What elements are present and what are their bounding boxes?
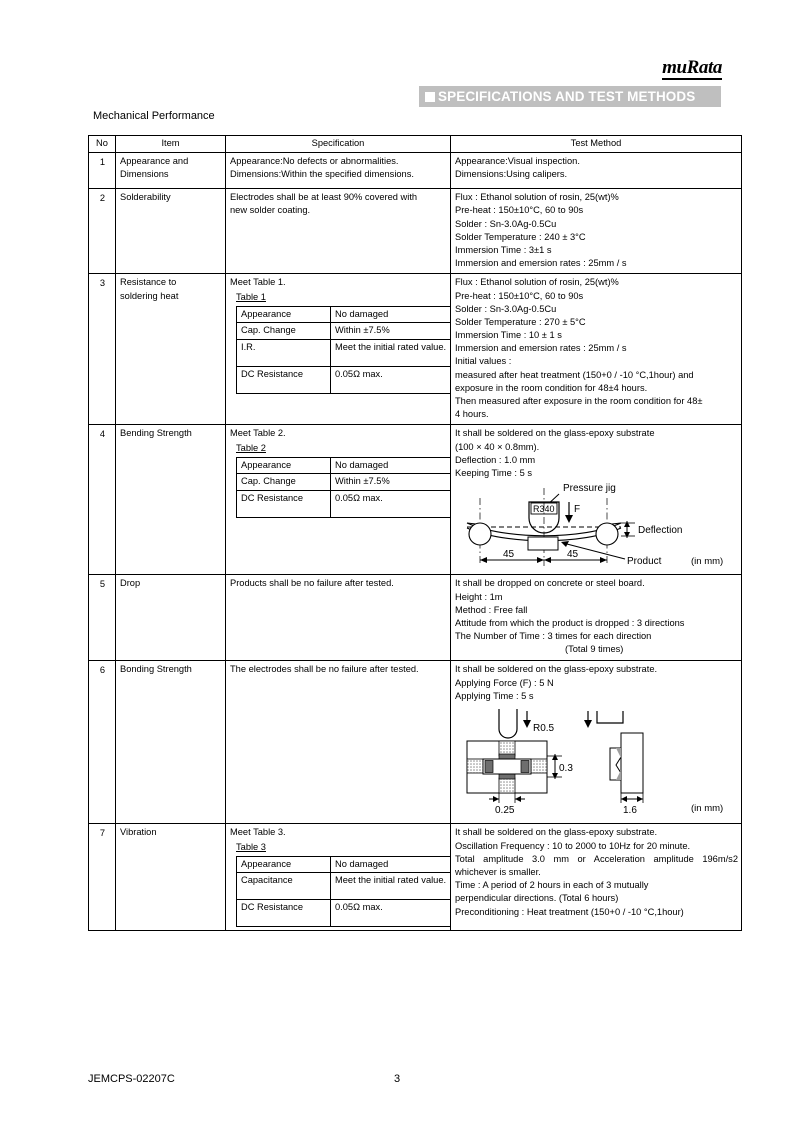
- test-line: Immersion Time : 10 ± 1 s: [455, 330, 562, 341]
- label-jig-radius: R0.5: [533, 722, 555, 734]
- test-line: perpendicular directions. (Total 6 hours): [455, 893, 619, 904]
- support-roller-left: [469, 523, 491, 545]
- row-specification: [226, 824, 451, 931]
- spec-intro: Meet Table 3.: [230, 827, 286, 838]
- spec-intro: Meet Table 1.: [230, 277, 286, 288]
- test-line: Pre-heat : 150±10°C, 60 to 90s: [455, 290, 584, 301]
- item-line: soldering heat: [120, 290, 179, 301]
- item-line: Bending Strength: [120, 428, 192, 439]
- inner-table-row: [237, 873, 451, 900]
- side-view-jig: [597, 711, 623, 723]
- row-test-method: [451, 824, 742, 931]
- label-deflection: Deflection: [638, 525, 683, 537]
- test-line: Oscillation Frequency : 10 to 2000 to 10Hz for 20 minute.: [455, 840, 691, 851]
- inner-table-row: [237, 366, 451, 393]
- row-no: 1: [89, 153, 116, 189]
- test-line: Initial values :: [455, 356, 512, 367]
- specifications-header-bar: [419, 86, 721, 107]
- test-line: Applying Time : 5 s: [455, 690, 534, 701]
- row-specification: [226, 274, 451, 425]
- row-test-method: [451, 189, 742, 274]
- land-pattern-bottom: [499, 778, 515, 793]
- inner-key: Appearance: [237, 856, 331, 873]
- inner-key: Appearance: [237, 306, 331, 323]
- inner-value: 0.05Ω max.: [331, 366, 451, 393]
- table-row: [89, 425, 742, 575]
- row-test-method: [451, 153, 742, 189]
- test-line: Solder Temperature : 270 ± 5°C: [455, 316, 586, 327]
- row-item: [116, 661, 226, 824]
- inner-key: DC Resistance: [237, 900, 331, 927]
- inner-key: I.R.: [237, 339, 331, 366]
- row-test-method: [451, 274, 742, 425]
- inner-key: DC Resistance: [237, 490, 331, 517]
- row-no: 6: [89, 661, 116, 824]
- label-width-side: 1.6: [623, 804, 637, 815]
- test-line: It shall be soldered on the glass-epoxy substrate: [455, 428, 655, 439]
- inner-value: Meet the initial rated value.: [331, 339, 451, 366]
- item-line: Drop: [120, 578, 141, 589]
- item-line: Appearance and: [120, 156, 189, 167]
- test-line: Deflection : 1.0 mm: [455, 454, 536, 465]
- inner-table-label: Table 3: [236, 841, 266, 852]
- page-title: Mechanical Performance: [93, 110, 215, 122]
- inner-table-row: [237, 474, 451, 491]
- bending-strength-diagram: [455, 480, 738, 570]
- row-no: 4: [89, 425, 116, 575]
- column-header-test-method: Test Method: [451, 136, 742, 153]
- inner-value: 0.05Ω max.: [331, 900, 451, 927]
- spec-line: Appearance:No defects or abnormalities.: [230, 156, 399, 167]
- row-specification: [226, 189, 451, 274]
- spec-line: The electrodes shall be no failure after tested.: [230, 664, 419, 675]
- test-line: Solder Temperature : 240 ± 3°C: [455, 231, 586, 242]
- table-row: [89, 153, 742, 189]
- spec-line: Dimensions:Within the specified dimensions.: [230, 169, 414, 180]
- bonding-jig-body: [499, 709, 517, 738]
- test-line: Immersion Time : 3±1 s: [455, 244, 552, 255]
- label-span-right: 45: [567, 549, 579, 561]
- inner-table-row: [237, 856, 451, 873]
- test-line: Applying Force (F) : 5 N: [455, 677, 554, 688]
- inner-table-row: [237, 900, 451, 927]
- row-no: 7: [89, 824, 116, 931]
- label-width-pad: 0.25: [495, 804, 515, 815]
- row-specification: [226, 425, 451, 575]
- product-box: [528, 537, 558, 550]
- label-product: Product: [627, 556, 662, 568]
- bonding-strength-diagram: [455, 703, 738, 815]
- row-no: 5: [89, 575, 116, 661]
- footer-page-number: 3: [393, 1073, 401, 1085]
- table-row: [89, 575, 742, 661]
- inner-table-2: [236, 457, 451, 518]
- test-line: 4 hours.: [455, 409, 489, 420]
- inner-table-1: [236, 306, 451, 394]
- test-line: It shall be dropped on concrete or steel board.: [455, 578, 645, 589]
- column-header-specification: Specification: [226, 136, 451, 153]
- test-line: Preconditioning : Heat treatment (150+0 / -10 °C,1hour): [455, 906, 684, 917]
- spec-line: new solder coating.: [230, 205, 311, 216]
- inner-table-label: Table 2: [236, 442, 266, 453]
- row-test-method: [451, 425, 742, 575]
- test-line: Time : A period of 2 hours in each of 3 mutually: [455, 880, 649, 891]
- test-line-indented: (Total 9 times): [565, 644, 624, 655]
- inner-table-row: [237, 339, 451, 366]
- label-unit: (in mm): [691, 556, 724, 568]
- row-item: [116, 425, 226, 575]
- inner-key: Cap. Change: [237, 474, 331, 491]
- spec-line: Electrodes shall be at least 90% covered with: [230, 192, 418, 203]
- test-line: Flux : Ethanol solution of rosin, 25(wt)%: [455, 277, 619, 288]
- table-row: [89, 274, 742, 425]
- table-row: [89, 189, 742, 274]
- row-specification: [226, 661, 451, 824]
- test-line: (100 × 40 × 0.8mm).: [455, 441, 540, 452]
- test-line: Dimensions:Using calipers.: [455, 169, 568, 180]
- land-pattern-left: [467, 759, 485, 773]
- mechanical-performance-table: [88, 135, 742, 931]
- murata-logo: [662, 58, 722, 80]
- row-item: [116, 189, 226, 274]
- test-line: Solder : Sn-3.0Ag-0.5Cu: [455, 218, 557, 229]
- inner-key: DC Resistance: [237, 366, 331, 393]
- row-no: 2: [89, 189, 116, 274]
- test-line: It shall be soldered on the glass-epoxy substrate.: [455, 664, 658, 675]
- test-line: It shall be soldered on the glass-epoxy substrate.: [455, 827, 658, 838]
- row-test-method: [451, 661, 742, 824]
- inner-value: No damaged: [331, 856, 451, 873]
- square-bullet-icon: [425, 92, 435, 102]
- inner-table-row: [237, 490, 451, 517]
- row-item: [116, 575, 226, 661]
- row-item: [116, 824, 226, 931]
- test-line: Immersion and emersion rates : 25mm / s: [455, 343, 627, 354]
- inner-key: Appearance: [237, 457, 331, 474]
- test-line: Method : Free fall: [455, 604, 528, 615]
- test-line: Total amplitude 3.0 mm or Acceleration amplitude 196m/s2 whichever is smaller.: [455, 853, 738, 877]
- item-line: Resistance to: [120, 277, 177, 288]
- side-view-substrate: [621, 733, 643, 793]
- row-specification: [226, 575, 451, 661]
- land-pattern-right: [529, 759, 547, 773]
- test-line: Then measured after exposure in the room condition for 48±: [455, 396, 703, 406]
- label-span-left: 45: [503, 549, 515, 561]
- test-line: Appearance:Visual inspection.: [455, 156, 580, 167]
- inner-table-row: [237, 323, 451, 340]
- row-item: [116, 274, 226, 425]
- test-line: Keeping Time : 5 s: [455, 467, 532, 478]
- test-line: Immersion and emersion rates : 25mm / s: [455, 258, 627, 269]
- row-no: 3: [89, 274, 116, 425]
- label-pressure-jig: Pressure jig: [563, 483, 616, 495]
- test-line: Pre-heat : 150±10°C, 60 to 90s: [455, 205, 584, 216]
- inner-table-row: [237, 306, 451, 323]
- inner-value: 0.05Ω max.: [331, 490, 451, 517]
- inner-table-row: [237, 457, 451, 474]
- table-row: [89, 661, 742, 824]
- column-header-no: No: [89, 136, 116, 153]
- item-line: Bonding Strength: [120, 664, 192, 675]
- table-header-row: [89, 136, 742, 153]
- row-specification: [226, 153, 451, 189]
- item-line: Solderability: [120, 192, 171, 203]
- spec-line: Products shall be no failure after tested.: [230, 578, 394, 589]
- row-test-method: [451, 575, 742, 661]
- inner-value: Within ±7.5%: [331, 474, 451, 491]
- test-line: Attitude from which the product is dropped : 3 directions: [455, 617, 685, 628]
- test-line: The Number of Time : 3 times for each direction: [455, 631, 652, 642]
- label-height: 0.3: [559, 762, 573, 774]
- test-line: Flux : Ethanol solution of rosin, 25(wt)%: [455, 192, 619, 203]
- footer-document-id: JEMCPS-02207C: [88, 1073, 175, 1085]
- table-row: [89, 824, 742, 931]
- item-line: Vibration: [120, 827, 157, 838]
- label-force: F: [574, 504, 581, 516]
- spec-intro: Meet Table 2.: [230, 428, 286, 439]
- row-item: [116, 153, 226, 189]
- label-unit: (in mm): [691, 802, 724, 814]
- test-line: exposure in the room condition for 48±4 hours.: [455, 382, 648, 393]
- spec-bar-title: SPECIFICATIONS AND TEST METHODS: [438, 89, 696, 104]
- column-header-item: Item: [116, 136, 226, 153]
- test-line: measured after heat treatment (150+0 / -10 °C,1hour) and: [455, 369, 694, 380]
- inner-table-label: Table 1: [236, 291, 266, 302]
- support-roller-right: [596, 523, 618, 545]
- inner-value: Within ±7.5%: [331, 323, 451, 340]
- inner-key: Capacitance: [237, 873, 331, 900]
- test-line: Solder : Sn-3.0Ag-0.5Cu: [455, 303, 557, 314]
- murata-logo-text: muRata: [662, 57, 722, 78]
- item-line: Dimensions: [120, 169, 169, 180]
- label-jig-radius: R340: [533, 504, 555, 515]
- inner-value: No damaged: [331, 457, 451, 474]
- test-line: Height : 1m: [455, 591, 503, 602]
- inner-value: Meet the initial rated value.: [331, 873, 451, 900]
- inner-value: No damaged: [331, 306, 451, 323]
- inner-key: Cap. Change: [237, 323, 331, 340]
- inner-table-3: [236, 856, 451, 928]
